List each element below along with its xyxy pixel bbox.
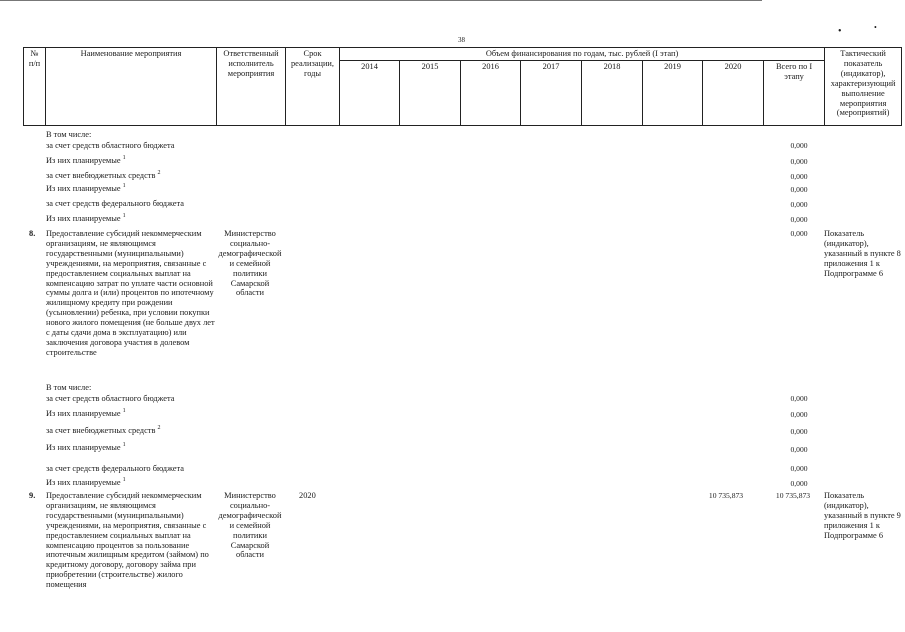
footnote-mark: 2 — [157, 425, 161, 432]
row-number: 8. — [29, 229, 36, 238]
funding-line-label: за счет средств областного бюджета — [46, 141, 175, 150]
executor-name: Министерство социально-демографической и семейной политики Самарской области — [218, 491, 282, 560]
measure-name: Предоставление субсидий некоммерческим организациям, не являющимся государственными (муниципальными) учреждениями, на мероприятия, связанные с предоставлением социальных выплат на компенсацию процентов за пользование ипотечным жилищным кредитом (займом) по кредитному договору, договору займа при приобретении (строительстве) жилого помещения — [46, 491, 209, 590]
footnote-mark: 1 — [122, 155, 126, 162]
row-number: 9. — [29, 491, 36, 500]
funding-line-label: Из них планируемые — [46, 156, 121, 165]
row-indicator: Показатель (индикатор), указанный в пункте 8 приложения 1 к Подпрограмме 6 — [824, 229, 901, 278]
funding-line-value: 0,000 — [790, 141, 808, 150]
row-total: 0,000 — [790, 229, 808, 238]
funding-line — [46, 426, 161, 436]
funding-line-label: Из них планируемые — [46, 478, 121, 487]
funding-line-label: за счет средств федерального бюджета — [46, 464, 184, 473]
funding-line-value: 0,000 — [790, 215, 808, 224]
footnote-mark: 1 — [122, 442, 126, 449]
header-num: № п/п — [24, 48, 46, 126]
funding-line-label: за счет внебюджетных средств — [46, 426, 156, 435]
row-indicator: Показатель (индикатор), указанный в пункте 9 приложения 1 к Подпрограмме 6 — [824, 491, 901, 540]
funding-line-label: за счет средств федерального бюджета — [46, 199, 184, 208]
funding-line-label: Из них планируемые — [46, 443, 121, 452]
row-2020-value: 10 735,873 — [708, 491, 744, 500]
funding-line-label: Из них планируемые — [46, 214, 121, 223]
header-indicator: Тактический показатель (индикатор), характеризующий выполнение мероприятия (мероприятий) — [825, 48, 902, 126]
row-term: 2020 — [299, 491, 316, 500]
header-financing: Объем финансирования по годам, тыс. рублей (I этап) — [340, 48, 825, 61]
funding-line — [46, 184, 126, 194]
header-executor: Ответственный исполнитель мероприятия — [217, 48, 286, 126]
including-label: В том числе: — [46, 383, 92, 392]
funding-line — [46, 156, 126, 166]
header-table — [23, 47, 902, 126]
footnote-mark: 1 — [122, 183, 126, 190]
funding-line-value: 0,000 — [790, 464, 808, 473]
scan-mark: • — [838, 26, 842, 37]
funding-line-label: Из них планируемые — [46, 184, 121, 193]
funding-line — [46, 171, 161, 181]
header-year: 2018 — [582, 61, 643, 126]
top-rule — [0, 0, 762, 1]
funding-line-label: Из них планируемые — [46, 409, 121, 418]
header-total: Всего по I этапу — [764, 61, 825, 126]
row-total: 10 735,873 — [775, 491, 811, 500]
page-number: 38 — [458, 36, 465, 44]
funding-line-value: 0,000 — [790, 427, 808, 436]
header-year: 2020 — [703, 61, 764, 126]
funding-line-value: 0,000 — [790, 479, 808, 488]
funding-line — [46, 409, 126, 419]
including-label: В том числе: — [46, 130, 92, 139]
header-year: 2017 — [521, 61, 582, 126]
funding-line — [46, 443, 126, 453]
header-term: Срок реализации, годы — [286, 48, 340, 126]
footnote-mark: 2 — [157, 170, 161, 177]
funding-line-value: 0,000 — [790, 200, 808, 209]
funding-line-value: 0,000 — [790, 394, 808, 403]
funding-line — [46, 478, 126, 488]
funding-line-label: за счет средств областного бюджета — [46, 394, 175, 403]
measure-name: Предоставление субсидий некоммерческим организациям, не являющимся государственными (муниципальными) учреждениями, на мероприятия, связанные с предоставлением социальных выплат на компенсацию затрат по уплате части основной суммы долга и (или) процентов по ипотечному жилищному кредиту при рождении (усыновлении) ребенка, при условии покупки нового жилого помещения (не больше двух лет с даты сдачи дома в эксплуатацию) или заключения договора участия в долевом строительстве — [46, 229, 215, 357]
header-name: Наименование мероприятия — [46, 48, 217, 126]
funding-line-value: 0,000 — [790, 445, 808, 454]
header-year: 2015 — [400, 61, 461, 126]
funding-line-value: 0,000 — [790, 172, 808, 181]
footnote-mark: 1 — [122, 213, 126, 220]
header-year: 2014 — [340, 61, 400, 126]
funding-line-value: 0,000 — [790, 185, 808, 194]
footnote-mark: 1 — [122, 408, 126, 415]
header-year: 2019 — [643, 61, 703, 126]
funding-line-value: 0,000 — [790, 410, 808, 419]
header-year: 2016 — [461, 61, 521, 126]
executor-name: Министерство социально-демографической и семейной политики Самарской области — [218, 229, 282, 298]
funding-line-label: за счет внебюджетных средств — [46, 171, 156, 180]
scan-mark: • — [874, 23, 877, 32]
funding-line — [46, 214, 126, 224]
footnote-mark: 1 — [122, 477, 126, 484]
funding-line-value: 0,000 — [790, 157, 808, 166]
